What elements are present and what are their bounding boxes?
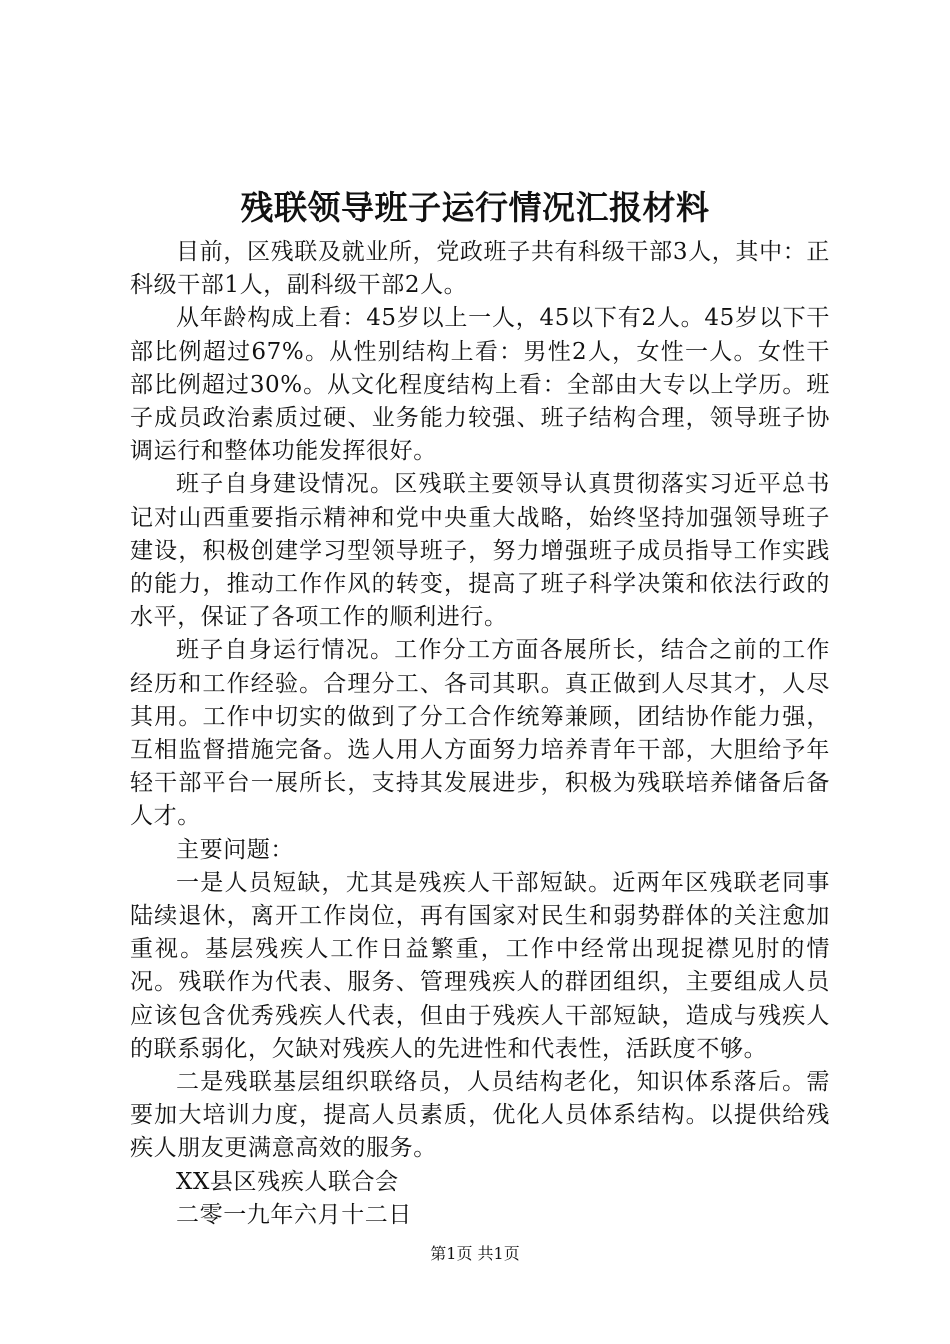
signature-date: 二零一九年六月十二日 — [176, 1201, 412, 1228]
paragraph-issue-two: 二是残联基层组织联络员，人员结构老化，知识体系落后。需要加大培训力度，提高人员素质，优化人员体系结构。以提供给残疾人朋友更满意高效的服务。 — [130, 1069, 830, 1162]
document-title: 残联领导班子运行情况汇报材料 — [240, 188, 710, 227]
page-number: 第1页 共1页 — [430, 1244, 520, 1263]
paragraph-composition: 目前，区残联及就业所，党政班子共有科级干部3人，其中：正科级干部1人，副科级干部2人。 — [130, 239, 830, 299]
paragraph-structure: 从年龄构成上看：45岁以上一人，45以下有2人。45岁以下干部比例超过67%。从性别结构上看：男性2人，女性一人。女性干部比例超过30%。从文化程度结构上看：全部由大专以上学历。班子成员政治素质过硬、业务能力较强、班子结构合理，领导班子协调运行和整体功能发挥很好。 — [130, 305, 830, 465]
signature-organization: XX县区残疾人联合会 — [176, 1168, 399, 1195]
paragraph-issue-one: 一是人员短缺，尤其是残疾人干部短缺。近两年区残联老同事陆续退休，离开工作岗位，再有国家对民生和弱势群体的关注愈加重视。基层残疾人工作日益繁重，工作中经常出现捉襟见肘的情况。残联作为代表、服务、管理残疾人的群团组织，主要组成人员应该包含优秀残疾人代表，但由于残疾人干部短缺，造成与残疾人的联系弱化，欠缺对残疾人的先进性和代表性，活跃度不够。 — [130, 869, 830, 1062]
paragraph-team-building: 班子自身建设情况。区残联主要领导认真贯彻落实习近平总书记对山西重要指示精神和党中央重大战略，始终坚持加强领导班子建设，积极创建学习型领导班子，努力增强班子成员指导工作实践的能力，推动工作作风的转变，提高了班子科学决策和依法行政的水平，保证了各项工作的顺利进行。 — [130, 471, 830, 631]
document-body — [130, 236, 830, 1232]
paragraph-team-operation: 班子自身运行情况。工作分工方面各展所长，结合之前的工作经历和工作经验。合理分工、各司其职。真正做到人尽其才，人尽其用。工作中切实的做到了分工合作统筹兼顾，团结协作能力强，互相监督措施完备。选人用人方面努力培养青年干部，大胆给予年轻干部平台一展所长，支持其发展进步，积极为残联培养储备后备人才。 — [130, 637, 830, 830]
paragraph-issues-heading: 主要问题： — [176, 836, 294, 863]
